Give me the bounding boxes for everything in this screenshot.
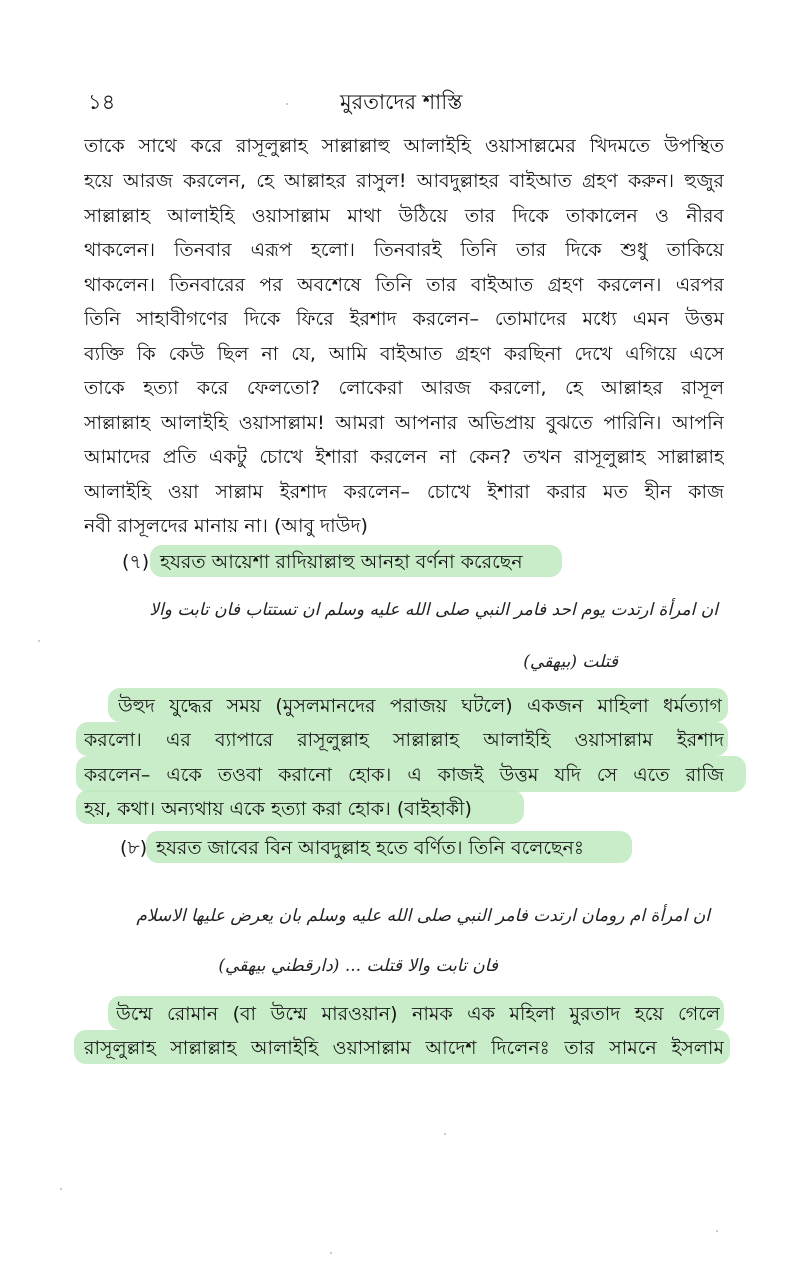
text-line: করলো। এর ব্যাপারে রাসূলুল্লাহ সাল্লাল্লাহ আলাইহি ওয়াসাল্লাম ইরশাদ bbox=[84, 729, 724, 751]
section-8-number: (৮) bbox=[120, 837, 148, 859]
text-line: রাসূলুল্লাহ সাল্লাল্লাহ আলাইহি ওয়াসাল্লাম আদেশ দিলেনঃ তার সামনে ইসলাম bbox=[84, 1037, 724, 1059]
text-line: তাকে হত্যা করে ফেলতো? লোকেরা আরজ করলো, হে আল্লাহর রাসূল bbox=[84, 377, 724, 399]
text-line: ব্যক্তি কি কেউ ছিল না যে, আমি বাইআত গ্রহণ করছিনা দেখে এগিয়ে এসে bbox=[84, 343, 724, 365]
text-line: হয়ে আরজ করলেন, হে আল্লাহর রাসুল! আবদুল্লাহর বাইআত গ্রহণ করুন। হুজুর bbox=[84, 170, 724, 192]
scan-speck bbox=[286, 103, 288, 105]
scan-speck bbox=[716, 1230, 718, 1232]
scan-speck bbox=[38, 640, 40, 642]
arabic-quote: ان امرأة ام رومان ارتدت فامر النبي صلى الله عليه وسلم بان يعرض عليها الاسلام bbox=[136, 906, 710, 926]
page-title: মুরতাদের শাস্তি bbox=[340, 90, 463, 114]
text-line: উহুদ যুদ্ধের সময় (মুসলমানদের পরাজয় ঘটলে) একজন মাহিলা ধর্মত্যাগ bbox=[118, 695, 722, 717]
section-8-heading: হযরত জাবের বিন আবদুল্লাহ হতে বর্ণিত। তিনি বলেছেনঃ bbox=[156, 837, 585, 859]
text-line: থাকলেন। তিনবারের পর অবশেষে তিনি তার বাইআত গ্রহণ করলেন। এরপর bbox=[84, 274, 724, 296]
section-7-number: (৭) bbox=[122, 551, 150, 573]
text-line: সাল্লাল্লাহ আলাইহি ওয়াসাল্লাম! আমরা আপনার অভিপ্রায় বুঝতে পারিনি। আপনি bbox=[84, 412, 724, 434]
text-line: সাল্লাল্লাহ আলাইহি ওয়াসাল্লাম মাথা উঠিয়ে তার দিকে তাকালেন ও নীরব bbox=[84, 205, 724, 227]
text-line: নবী রাসূলদের মানায় না। (আবু দাউদ) bbox=[84, 515, 368, 537]
section-7-heading: হযরত আয়েশা রাদিয়াল্লাহু আনহা বর্ণনা করেছেন bbox=[160, 551, 523, 573]
text-line: উম্মে রোমান (বা উম্মে মারওয়ান) নামক এক মহিলা মুরতাদ হয়ে গেলে bbox=[116, 1003, 720, 1025]
scan-speck bbox=[444, 1133, 446, 1135]
arabic-quote: قتلت (بيهقي) bbox=[523, 652, 618, 672]
text-line: থাকলেন। তিনবার এরূপ হলো। তিনবারই তিনি তার দিকে শুধু তাকিয়ে bbox=[84, 239, 724, 261]
scan-speck bbox=[60, 1188, 62, 1190]
arabic-quote: ان امرأة ارتدت يوم احد فامر النبي صلى الله عليه وسلم ان تستتاب فان تابت والا bbox=[149, 600, 718, 620]
text-line: আলাইহি ওয়া সাল্লাম ইরশাদ করলেন– চোখে ইশারা করার মত হীন কাজ bbox=[84, 481, 724, 503]
arabic-quote: فان تابت والا قتلت ... (دارقطني بيهقي) bbox=[218, 956, 498, 976]
page-number: ১৪ bbox=[88, 90, 116, 114]
text-line: আমাদের প্রতি একটু চোখে ইশারা করলেন না কেন? তখন রাসূলুল্লাহ সাল্লাল্লাহ bbox=[84, 446, 724, 468]
text-line: তিনি সাহাবীগণের দিকে ফিরে ইরশাদ করলেন– তোমাদের মধ্যে এমন উত্তম bbox=[84, 308, 724, 330]
text-line: হয়, কথা। অন্যথায় একে হত্যা করা হোক। (বাইহাকী) bbox=[84, 798, 472, 820]
text-line: তাকে সাথে করে রাসূলুল্লাহ সাল্লাল্লাহু আলাইহি ওয়াসাল্লমের খিদমতে উপস্থিত bbox=[84, 135, 724, 157]
scan-speck bbox=[330, 1252, 332, 1254]
text-line: করলেন– একে তওবা করানো হোক। এ কাজই উত্তম যদি সে এতে রাজি bbox=[84, 764, 724, 786]
